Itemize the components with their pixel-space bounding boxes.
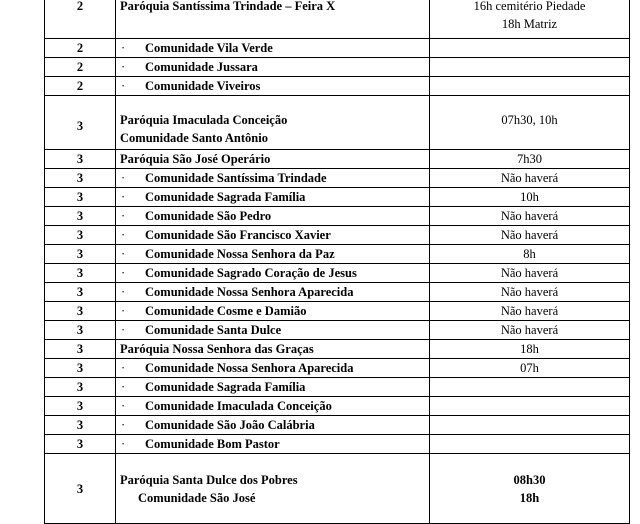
bullet-marker: · (121, 304, 126, 318)
week-number-cell: 3 (45, 435, 116, 454)
parish-name-cell (116, 340, 430, 359)
mass-time-cell (430, 245, 630, 264)
week-number-cell: 3 (45, 454, 116, 524)
mass-time: 8h (523, 247, 536, 261)
community-name: Comunidade São Francisco Xavier (145, 228, 331, 242)
mass-time-cell (430, 283, 630, 302)
week-number-cell: 2 (45, 58, 116, 77)
parish-name: Paróquia Santa Dulce dos Pobres (120, 472, 298, 487)
mass-schedule-body (45, 0, 630, 524)
schedule-row (45, 359, 630, 378)
mass-time: 07h30, 10h (501, 113, 558, 127)
mass-time-cell (430, 58, 630, 77)
community-name: Comunidade São João Calábria (145, 418, 315, 432)
week-number-cell: 3 (45, 188, 116, 207)
mass-time-cell (430, 150, 630, 169)
mass-time: 18h (519, 490, 540, 505)
community-name-cell (116, 435, 430, 454)
community-name: Comunidade Santíssima Trindade (145, 171, 327, 185)
schedule-row (45, 264, 630, 283)
bullet-marker: · (121, 190, 126, 204)
parish-name-cell (116, 96, 430, 150)
community-name-cell (116, 188, 430, 207)
mass-time-cell (430, 226, 630, 245)
community-name-cell (116, 321, 430, 340)
schedule-row (45, 454, 630, 524)
mass-time: Não haverá (500, 171, 559, 185)
mass-time: Não haverá (500, 285, 559, 299)
community-name: Comunidade Bom Pastor (145, 437, 280, 451)
bullet-marker: · (121, 285, 126, 299)
community-name-cell (116, 39, 430, 58)
community-name-cell (116, 397, 430, 416)
mass-time: 7h30 (517, 152, 542, 166)
schedule-row (45, 77, 630, 96)
schedule-row (45, 416, 630, 435)
bullet-marker: · (121, 41, 126, 55)
community-name-cell (116, 58, 430, 77)
bullet-marker: · (121, 228, 126, 242)
schedule-row (45, 302, 630, 321)
week-number-cell: 3 (45, 264, 116, 283)
mass-time-cell (430, 378, 630, 397)
mass-time-cell (430, 435, 630, 454)
week-number-cell: 3 (45, 226, 116, 245)
bullet-marker: · (121, 418, 126, 432)
community-name: Comunidade Nossa Senhora Aparecida (145, 285, 354, 299)
bullet-marker: · (121, 380, 126, 394)
community-name-cell (116, 207, 430, 226)
community-name-cell (116, 378, 430, 397)
week-number-cell: 2 (45, 0, 116, 39)
mass-time: 16h cemitério Piedade (473, 0, 586, 13)
mass-time: 07h (520, 361, 539, 375)
community-name: Comunidade Santa Dulce (145, 323, 282, 337)
mass-time-cell (430, 397, 630, 416)
mass-time: Não haverá (500, 266, 559, 280)
mass-time-cell (430, 359, 630, 378)
week-number-cell: 3 (45, 416, 116, 435)
community-name-cell (116, 245, 430, 264)
mass-time-cell (430, 207, 630, 226)
bullet-marker: · (121, 171, 126, 185)
schedule-row (45, 321, 630, 340)
schedule-row (45, 0, 630, 39)
mass-time-cell (430, 302, 630, 321)
mass-time-cell (430, 96, 630, 150)
community-name: Comunidade Sagrada Família (145, 190, 306, 204)
week-number-cell: 3 (45, 207, 116, 226)
week-number-cell: 3 (45, 283, 116, 302)
community-name-cell (116, 359, 430, 378)
schedule-row (45, 340, 630, 359)
community-name: Comunidade Jussara (145, 60, 258, 74)
mass-time: Não haverá (500, 209, 559, 223)
community-name: Comunidade Cosme e Damião (145, 304, 307, 318)
community-name: Comunidade Sagrada Família (145, 380, 306, 394)
community-name: Comunidade Nossa Senhora Aparecida (145, 361, 354, 375)
week-number-cell: 2 (45, 39, 116, 58)
schedule-row (45, 435, 630, 454)
mass-time-cell (430, 416, 630, 435)
community-name: Comunidade Imaculada Conceição (145, 399, 332, 413)
community-name: Comunidade Nossa Senhora da Paz (145, 247, 335, 261)
bullet-marker: · (121, 79, 126, 93)
schedule-row (45, 378, 630, 397)
bullet-marker: · (121, 437, 126, 451)
week-number-cell: 3 (45, 169, 116, 188)
community-name-cell (116, 416, 430, 435)
schedule-row (45, 188, 630, 207)
community-name: Comunidade Sagrado Coração de Jesus (145, 266, 357, 280)
community-name-cell (116, 226, 430, 245)
schedule-row (45, 226, 630, 245)
community-name-cell (116, 302, 430, 321)
mass-time-cell (430, 169, 630, 188)
bullet-marker: · (121, 209, 126, 223)
week-number-cell: 3 (45, 378, 116, 397)
parish-name: Paróquia Santíssima Trindade – Feira X (120, 0, 336, 13)
week-number-cell: 3 (45, 302, 116, 321)
community-name: Comunidade São Pedro (145, 209, 272, 223)
parish-name: Paróquia Nossa Senhora das Graças (120, 342, 314, 356)
mass-time: 18h (520, 342, 539, 356)
week-number-cell: 3 (45, 340, 116, 359)
mass-time-cell (430, 77, 630, 96)
mass-time: Não haverá (500, 228, 559, 242)
mass-time-cell (430, 39, 630, 58)
parish-name: Paróquia São José Operário (120, 152, 271, 166)
mass-time-cell (430, 0, 630, 39)
mass-time-cell (430, 340, 630, 359)
schedule-row (45, 207, 630, 226)
week-number-cell: 3 (45, 245, 116, 264)
mass-schedule-table (44, 0, 630, 524)
community-name-cell (116, 283, 430, 302)
community-name: Comunidade Santo Antônio (120, 131, 268, 145)
parish-name-cell (116, 0, 430, 39)
parish-name-cell (116, 454, 430, 524)
bullet-marker: · (121, 323, 126, 337)
bullet-marker: · (121, 266, 126, 280)
community-name: Comunidade Vila Verde (145, 41, 273, 55)
schedule-row (45, 397, 630, 416)
week-number-cell: 3 (45, 359, 116, 378)
schedule-row (45, 283, 630, 302)
parish-name-cell (116, 150, 430, 169)
bullet-marker: · (121, 60, 126, 74)
week-number-cell: 2 (45, 77, 116, 96)
schedule-row (45, 58, 630, 77)
parish-name: Paróquia Imaculada Conceição (120, 113, 288, 127)
schedule-row (45, 245, 630, 264)
schedule-row (45, 39, 630, 58)
mass-time: Não haverá (500, 304, 559, 318)
community-name-cell (116, 77, 430, 96)
mass-time: 08h30 (513, 472, 546, 487)
week-number-cell: 3 (45, 150, 116, 169)
mass-time: 18h Matriz (501, 17, 558, 31)
mass-time: Não haverá (500, 323, 559, 337)
community-name: Comunidade São José (138, 490, 256, 505)
schedule-row (45, 150, 630, 169)
week-number-cell: 3 (45, 321, 116, 340)
schedule-row (45, 169, 630, 188)
week-number-cell: 3 (45, 96, 116, 150)
bullet-marker: · (121, 361, 126, 375)
mass-time-cell (430, 321, 630, 340)
bullet-marker: · (121, 399, 126, 413)
community-name-cell (116, 264, 430, 283)
mass-time: 10h (520, 190, 539, 204)
mass-time-cell (430, 264, 630, 283)
mass-time-cell (430, 188, 630, 207)
schedule-row (45, 96, 630, 150)
bullet-marker: · (121, 247, 126, 261)
community-name: Comunidade Viveiros (145, 79, 261, 93)
community-name-cell (116, 169, 430, 188)
mass-time-cell (430, 454, 630, 524)
week-number-cell: 3 (45, 397, 116, 416)
